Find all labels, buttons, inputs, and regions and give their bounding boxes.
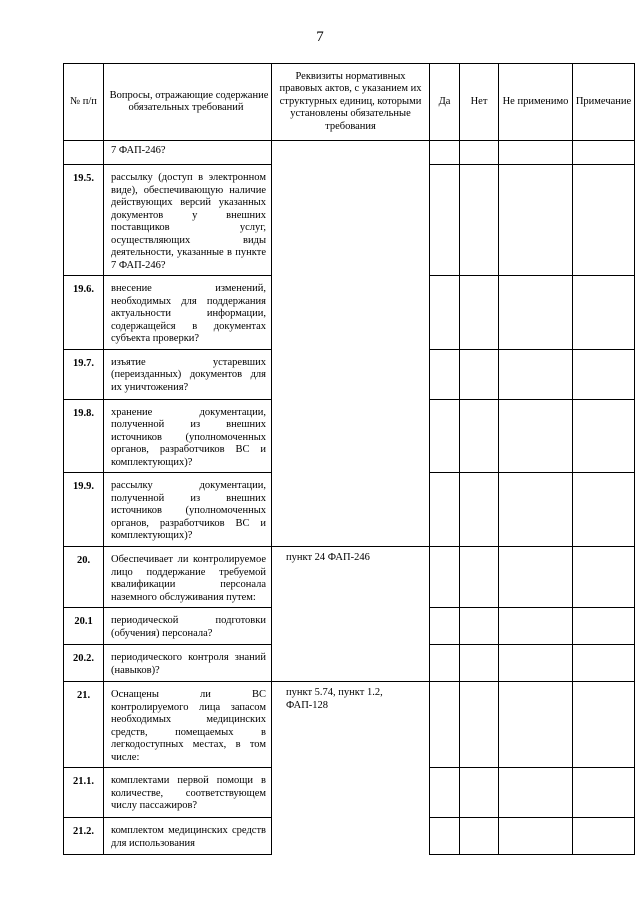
header-num: № п/п xyxy=(64,64,104,141)
page-number: 7 xyxy=(316,29,324,45)
table-row xyxy=(64,141,635,165)
yes-cell[interactable] xyxy=(430,818,460,855)
no-cell[interactable] xyxy=(460,165,499,276)
not-applicable-cell[interactable] xyxy=(499,473,573,547)
row-number: 20.1 xyxy=(64,608,104,645)
table-header-row xyxy=(64,64,635,141)
requisites-cell xyxy=(272,141,430,547)
table-row xyxy=(64,682,635,768)
question-cell: периодического контроля знаний (навыков)? xyxy=(104,645,272,682)
note-cell[interactable] xyxy=(573,473,635,547)
header-no: Нет xyxy=(460,64,499,141)
question-cell: рассылку (доступ в электронном виде), обеспечивающую наличие действующих версий указанных документов у внешних поставщиков услуг, осуществляющих виды деятельности, указанные в пункте 7 ФАП-246? xyxy=(104,165,272,276)
question-cell: комплектом медицинских средств для использования xyxy=(104,818,272,855)
not-applicable-cell[interactable] xyxy=(499,276,573,350)
question-cell: комплектами первой помощи в количестве, соответствующем числу пассажиров? xyxy=(104,768,272,818)
question-cell: внесение изменений, необходимых для поддержания актуальности информации, содержащейся в документах субъекта проверки? xyxy=(104,276,272,350)
not-applicable-cell[interactable] xyxy=(499,141,573,165)
note-cell[interactable] xyxy=(573,818,635,855)
yes-cell[interactable] xyxy=(430,682,460,768)
inspection-checklist-table xyxy=(63,63,635,855)
row-number xyxy=(64,141,104,165)
note-cell[interactable] xyxy=(573,608,635,645)
yes-cell[interactable] xyxy=(430,349,460,399)
yes-cell[interactable] xyxy=(430,473,460,547)
not-applicable-cell[interactable] xyxy=(499,682,573,768)
note-cell[interactable] xyxy=(573,768,635,818)
not-applicable-cell[interactable] xyxy=(499,399,573,473)
yes-cell[interactable] xyxy=(430,547,460,608)
yes-cell[interactable] xyxy=(430,768,460,818)
yes-cell[interactable] xyxy=(430,645,460,682)
table-row xyxy=(64,547,635,608)
no-cell[interactable] xyxy=(460,818,499,855)
row-number: 21. xyxy=(64,682,104,768)
no-cell[interactable] xyxy=(460,349,499,399)
no-cell[interactable] xyxy=(460,141,499,165)
header-requisites: Реквизиты нормативных правовых актов, с указанием их структурных единиц, которыми установлены обязательные требования xyxy=(272,64,430,141)
note-cell[interactable] xyxy=(573,399,635,473)
question-cell: 7 ФАП-246? xyxy=(104,141,272,165)
no-cell[interactable] xyxy=(460,547,499,608)
question-cell: рассылку документации, полученной из внешних источников (уполномоченных органов, разработчиков ВС и комплектующих)? xyxy=(104,473,272,547)
row-number: 20.2. xyxy=(64,645,104,682)
header-yes: Да xyxy=(430,64,460,141)
note-cell[interactable] xyxy=(573,682,635,768)
row-number: 19.9. xyxy=(64,473,104,547)
requisites-cell: пункт 24 ФАП-246 xyxy=(272,547,430,682)
no-cell[interactable] xyxy=(460,399,499,473)
note-cell[interactable] xyxy=(573,547,635,608)
row-number: 21.2. xyxy=(64,818,104,855)
note-cell[interactable] xyxy=(573,141,635,165)
yes-cell[interactable] xyxy=(430,276,460,350)
row-number: 21.1. xyxy=(64,768,104,818)
not-applicable-cell[interactable] xyxy=(499,608,573,645)
no-cell[interactable] xyxy=(460,473,499,547)
note-cell[interactable] xyxy=(573,276,635,350)
yes-cell[interactable] xyxy=(430,399,460,473)
question-cell: периодической подготовки (обучения) персонала? xyxy=(104,608,272,645)
question-cell: Обеспечивает ли контролируемое лицо поддержание требуемой квалификации персонала наземного обслуживания путем: xyxy=(104,547,272,608)
no-cell[interactable] xyxy=(460,768,499,818)
not-applicable-cell[interactable] xyxy=(499,165,573,276)
no-cell[interactable] xyxy=(460,276,499,350)
header-questions: Вопросы, отражающие содержание обязательных требований xyxy=(104,64,272,141)
row-number: 19.6. xyxy=(64,276,104,350)
not-applicable-cell[interactable] xyxy=(499,768,573,818)
no-cell[interactable] xyxy=(460,645,499,682)
header-note: Примечание xyxy=(573,64,635,141)
row-number: 20. xyxy=(64,547,104,608)
not-applicable-cell[interactable] xyxy=(499,645,573,682)
no-cell[interactable] xyxy=(460,682,499,768)
row-number: 19.8. xyxy=(64,399,104,473)
note-cell[interactable] xyxy=(573,349,635,399)
note-cell[interactable] xyxy=(573,165,635,276)
row-number: 19.7. xyxy=(64,349,104,399)
note-cell[interactable] xyxy=(573,645,635,682)
yes-cell[interactable] xyxy=(430,141,460,165)
yes-cell[interactable] xyxy=(430,165,460,276)
header-not-applicable: Не применимо xyxy=(499,64,573,141)
question-cell: изъятие устаревших (переизданных) документов для их уничтожения? xyxy=(104,349,272,399)
not-applicable-cell[interactable] xyxy=(499,547,573,608)
requisites-cell: пункт 5.74, пункт 1.2, ФАП-128 xyxy=(272,682,430,855)
question-cell: хранение документации, полученной из внешних источников (уполномоченных органов, разработчиков ВС и комплектующих)? xyxy=(104,399,272,473)
question-cell: Оснащены ли ВС контролируемого лица запасом необходимых медицинских средств, помещаемых в легкодоступных местах, в том числе: xyxy=(104,682,272,768)
row-number: 19.5. xyxy=(64,165,104,276)
yes-cell[interactable] xyxy=(430,608,460,645)
not-applicable-cell[interactable] xyxy=(499,818,573,855)
no-cell[interactable] xyxy=(460,608,499,645)
not-applicable-cell[interactable] xyxy=(499,349,573,399)
